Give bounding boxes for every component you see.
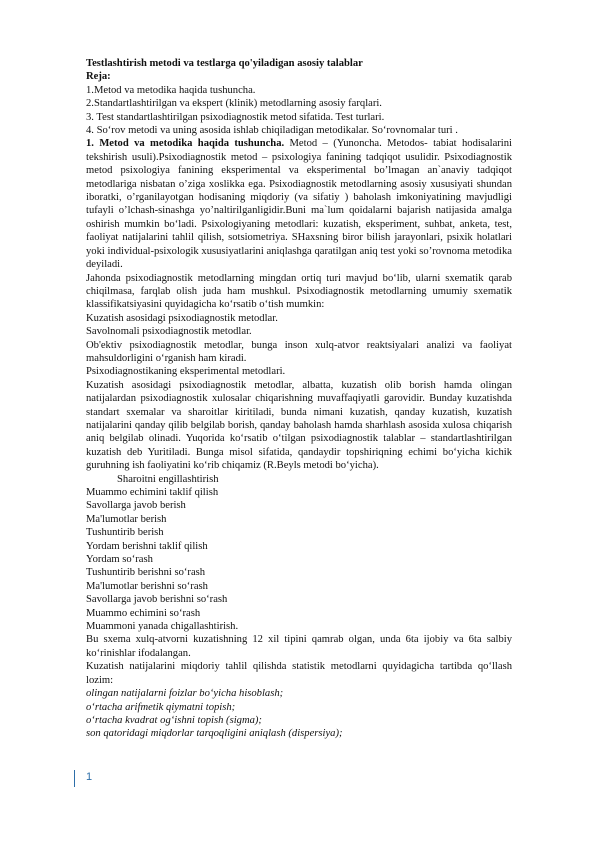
body-paragraph: Kuzatish asosidagi psixodiagnostik metodlar, albatta, kuzatish olib borish hamda olingan natijalardan psixodiagnostik xulosalar chiqarishning muvaffaqiyatli garovidir. Bunday kuzatishda standart sxemalar va sharoitlar kiritiladi, bunda nimani kuzatish, qanday kuzatish, kuzatish natijalarini qanday qilib belgilab borish, qanday baholash hamda sharhlash asosida xulosa chiqarish aniq belgilab olinadi. Yuqorida ko‘rsatib o‘tilgan psixodiagnostik talablar – standartlashtirilgan kuzatish deb Yuritiladi. Bunga misol sifatida, qandaydir topshiriqning echimi bo‘yicha kichik guruhning ish faoliyatini ko‘rib chiqamiz (R.Beyls metodi bo‘yicha). [86, 379, 512, 472]
footer-rule [74, 770, 75, 787]
section-1-paragraph [86, 137, 512, 271]
list-item: Ma'lumotlar berishni so‘rash [86, 580, 208, 592]
body-paragraph: Ob'ektiv psixodiagnostik metodlar, bunga inson xulq-atvor reaktsiyalari analizi va faoliyat mahsuldorligini o‘rganish ham kiradi. [86, 339, 512, 364]
body-paragraph: Savolnomali psixodiagnostik metodlar. [86, 326, 252, 338]
italic-list-item: olingan natijalarni foizlar bo‘yicha hisoblash; [86, 688, 284, 700]
body-paragraph: Jahonda psixodiagnostik metodlarning mingdan ortiq turi mavjud bo‘lib, ularni sxematik qarab chiqilmasa, farqlab olish juda ham mushkul. Psixodiagnostik metodlarning umumiy sxematik klassifikatsiyasini quyidagicha ko‘rsatib o‘tish mumkin: [86, 272, 512, 311]
body-paragraph: Bu sxema xulq-atvorni kuzatishning 12 xil tipini qamrab olgan, unda 6ta ijobiy va 6ta salbiy ko‘rinishlar ifodalangan. [86, 634, 512, 659]
list-item: Tushuntirib berishni so‘rash [86, 567, 206, 579]
indented-line: Sharoitni engillashtirish [117, 473, 219, 485]
list-item: Savollarga javob berish [86, 500, 186, 512]
italic-list-item: o‘rtacha kvadrat og‘ishni topish (sigma); [86, 714, 262, 726]
plan-item: 2.Standartlashtirilgan va ekspert (klinik) metodlarning asosiy farqlari. [86, 98, 382, 110]
list-item: Savollarga javob berishni so‘rash [86, 594, 228, 606]
plan-item: 4. So‘rov metodi va uning asosida ishlab chiqiladigan metodikalar. So‘rovnomalar turi . [86, 125, 458, 137]
list-item: Muammo echimini taklif qilish [86, 487, 219, 498]
list-item: Tushuntirib berish [86, 527, 164, 539]
plan-item: 1.Metod va metodika haqida tushuncha. [86, 84, 256, 96]
list-item: Yordam so‘rash [86, 554, 153, 566]
section-1-heading: 1. Metod va metodika haqida tushuncha. [86, 138, 285, 150]
italic-list-item: son qatoridagi miqdorlar tarqoqligini aniqlash (dispersiya); [86, 728, 343, 740]
list-item: Yordam berishni taklif qilish [86, 540, 208, 552]
plan-label: Reja: [86, 71, 111, 83]
document-body [86, 57, 512, 741]
list-item: Muammo echimini so‘rash [86, 607, 201, 619]
page-number: 1 [86, 771, 93, 783]
list-item: Ma'lumotlar berish [86, 513, 167, 525]
body-paragraph: Kuzatish natijalarini miqdoriy tahlil qilishda statistik metodlarni quyidagicha tartibda qo‘llash lozim: [86, 661, 512, 686]
list-item: Muammoni yanada chigallashtirish. [86, 621, 239, 633]
body-paragraph: Kuzatish asosidagi psixodiagnostik metodlar. [86, 312, 278, 324]
plan-item: 3. Test standartlashtirilgan psixodiagnostik metod sifatida. Test turlari. [86, 111, 385, 123]
page-title: Testlashtirish metodi va testlarga qo'yiladigan asosiy talablar [86, 58, 363, 69]
section-1-text: Metod – (Yunoncha. Metodos- tabiat hodisalarini tekshirish usuli).Psixodiagnostik metod – psixologiya fanining tadqiqot usulidir. Psixodiagnostik metod psixologiya fanining eksperimental va eksperimental bo’lmagan an`anaviy tadqiqot metodlariga nisbatan o’ziga xoslikka ega. Psixodiagnostik metodlarning asosiy xususiyati shundan iboratki, o’rganilayotgan hodisaning miqdoriy (va sifatiy ) baholash imkoniyatining mavjudligi tufayli o’lchash-sinashga yo’naltirilganligidir.Buni ma`lum qoidalarni bajarish natijasida amalga oshirish mumkin bo‘ladi. Psixologiyaning metodlari: kuzatish, eksperiment, suhbat, anketa, test, faoliyat natijalarini tahlil qilish, sotsiometriya. SHaxsning biror bilish jarayonlari, psixik holatlari yoki individual-psixologik xususiyatlarini aniqlashga qaratilgan aniq test yoki so’rovnoma metodika deyiladi. [86, 138, 512, 271]
body-paragraph: Psixodiagnostikaning eksperimental metodlari. [86, 366, 286, 378]
italic-list-item: o‘rtacha arifmetik qiymatni topish; [86, 701, 236, 713]
